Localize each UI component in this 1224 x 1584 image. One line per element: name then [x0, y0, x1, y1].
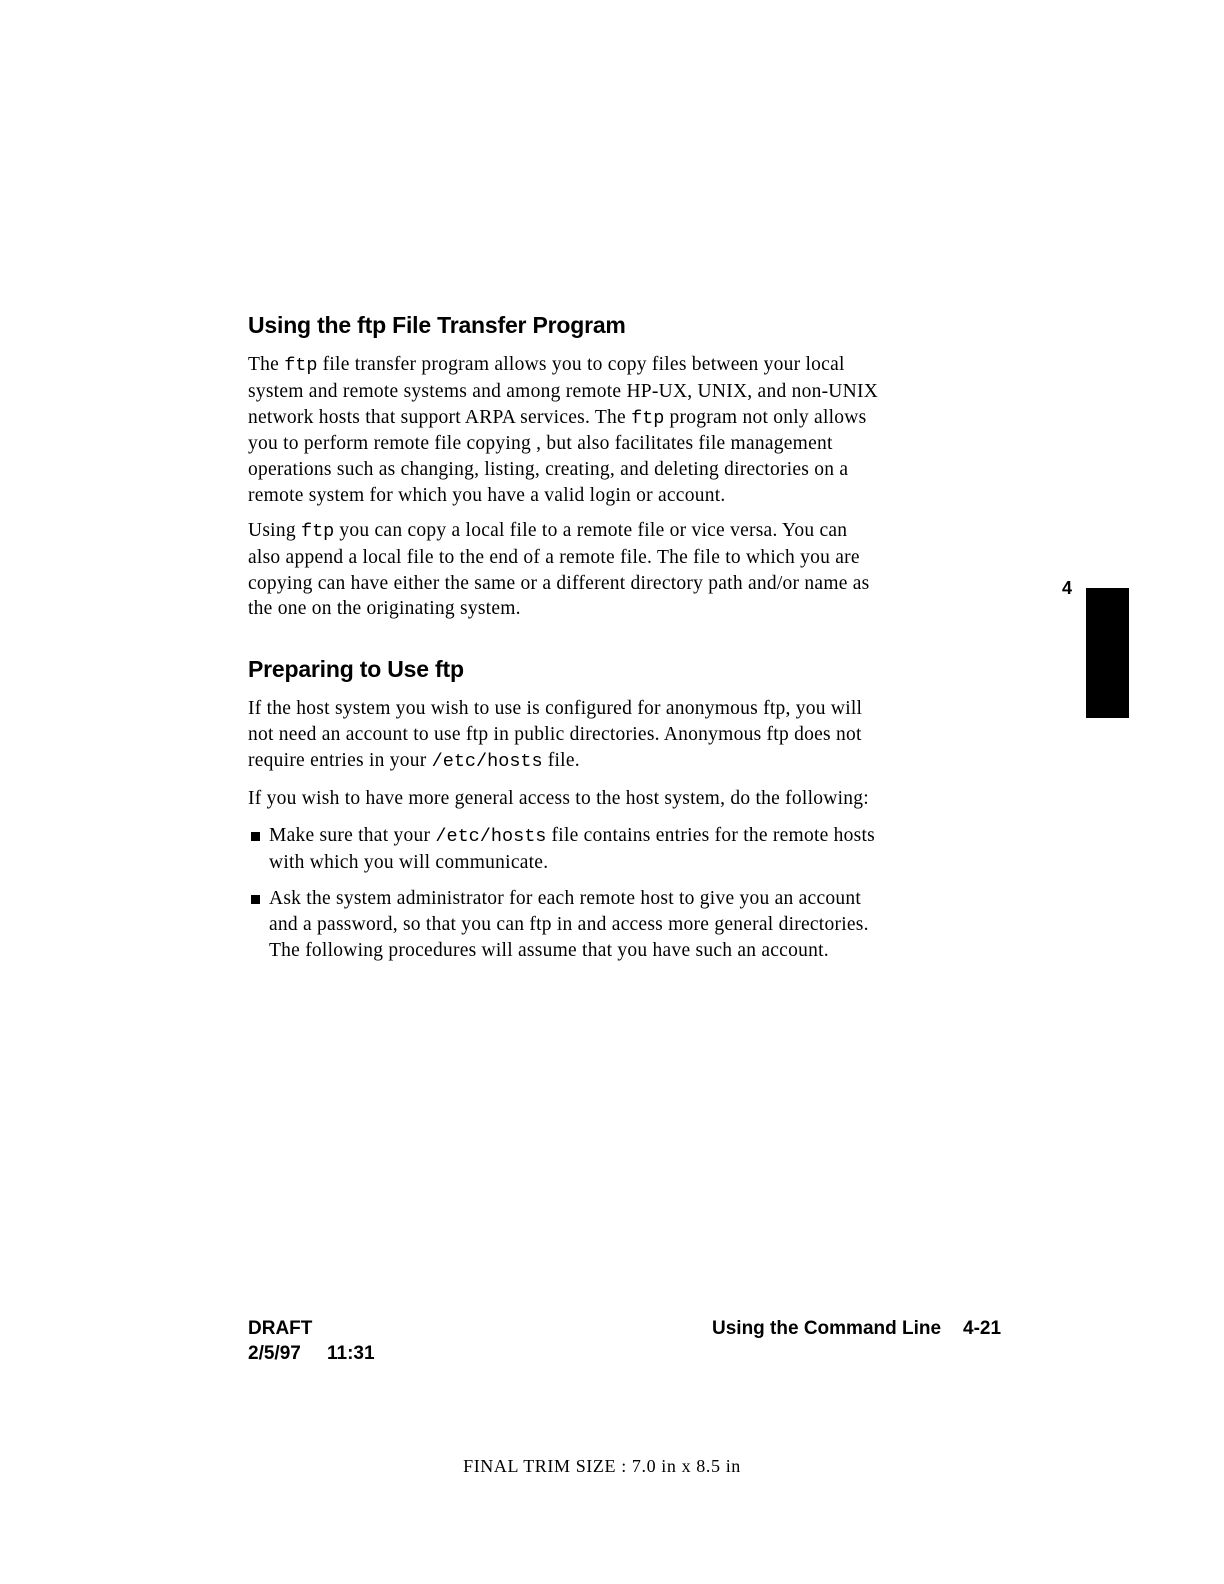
inline-code: /etc/hosts [435, 826, 547, 847]
inline-code: /etc/hosts [431, 750, 543, 772]
paragraph-ftp-overview [248, 352, 878, 509]
footer-draft-label: DRAFT [248, 1318, 313, 1339]
text-line: The following procedures will assume that you have such an account. [269, 939, 829, 961]
paragraph-anonymous-ftp [248, 696, 862, 774]
text-line: also append a local file to the end of a remote file. The file to which you are [248, 546, 860, 568]
text-line: require entries in your /etc/hosts file. [248, 749, 580, 772]
bullet-square-icon [251, 895, 260, 904]
text-line: with which you will communicate. [269, 851, 549, 873]
text-line: operations such as changing, listing, creating, and deleting directories on a [248, 459, 849, 481]
section-heading-using-ftp: Using the ftp File Transfer Program [248, 312, 626, 338]
list-item-text [269, 886, 869, 963]
chapter-tab-number: 4 [1062, 578, 1073, 598]
footer-chapter-title: Using the Command Line [712, 1318, 942, 1339]
paragraph-ftp-copy [248, 518, 870, 622]
text-line: The ftp file transfer program allows you to copy files between your local [248, 354, 845, 376]
text-line: not need an account to use ftp in public directories. Anonymous ftp does not [248, 723, 862, 745]
chapter-tab-marker [1086, 588, 1129, 718]
text-line: the one on the originating system. [248, 598, 521, 620]
text-line: Ask the system administrator for each remote host to give you an account [269, 888, 862, 909]
section-heading-preparing-ftp: Preparing to Use ftp [248, 656, 464, 682]
text-line: Using ftp you can copy a local file to a remote file or vice versa. You can [248, 520, 848, 542]
text-line: copying can have either the same or a different directory path and/or name as [248, 572, 870, 594]
text-line: If the host system you wish to use is configured for anonymous ftp, you will [248, 698, 863, 719]
trim-size-note: FINAL TRIM SIZE : 7.0 in x 8.5 in [463, 1456, 741, 1476]
footer-date: 2/5/97 [248, 1343, 301, 1364]
text-line: system and remote systems and among remote HP-UX, UNIX, and non-UNIX [248, 380, 879, 402]
text-line: If you wish to have more general access to the host system, do the following: [248, 788, 869, 809]
inline-code: ftp [284, 355, 318, 376]
bullet-square-icon [251, 832, 260, 841]
list-item-text [269, 823, 875, 876]
text-line: and a password, so that you can ftp in and access more general directories. [269, 913, 869, 935]
text-line: Make sure that your /etc/hosts file contains entries for the remote hosts [269, 825, 876, 847]
paragraph-general-access [248, 786, 869, 812]
inline-code: ftp [300, 521, 335, 542]
text-line: you to perform remote file copying , but also facilitates file management [248, 433, 833, 455]
text-line: network hosts that support ARPA services. The ftp program not only allows [248, 406, 867, 429]
inline-code: ftp [631, 407, 665, 429]
footer-page-number: 4-21 [963, 1318, 1002, 1339]
text-line: remote system for which you have a valid login or account. [248, 484, 726, 506]
footer-time: 11:31 [327, 1343, 375, 1364]
